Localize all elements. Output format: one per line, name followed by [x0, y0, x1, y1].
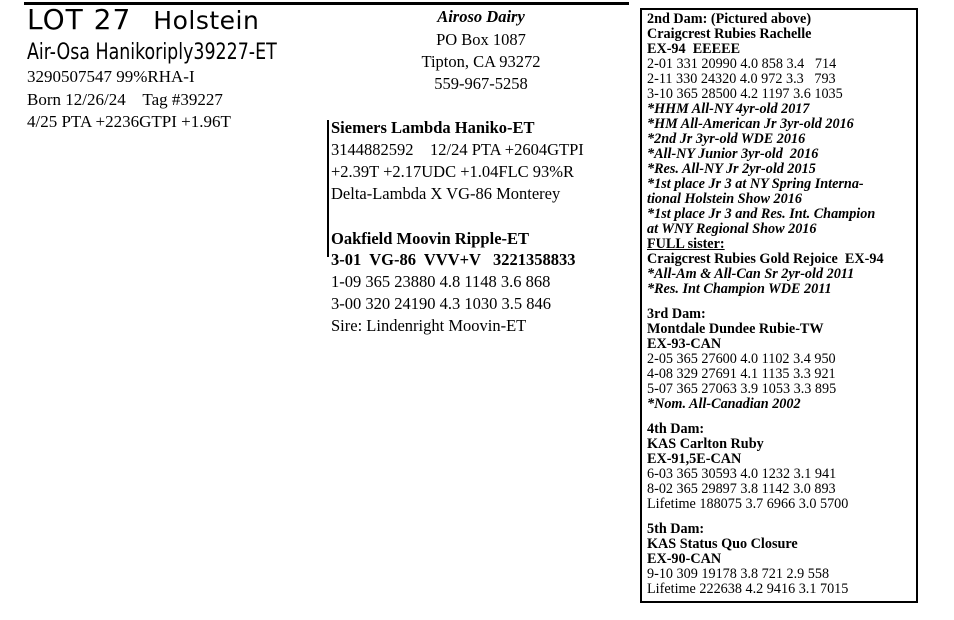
lot-heading: [27, 3, 259, 38]
show-award: tional Holstein Show 2016: [647, 191, 802, 207]
production-record: 4-08 329 27691 4.1 1135 3.3 921: [647, 366, 836, 382]
sire-traits: +2.39T +2.17UDC +1.04FLC 93%R: [331, 162, 575, 181]
fourth-dam-classification: EX-91,5E-CAN: [647, 451, 742, 467]
sire-pta: 3144882592 12/24 PTA +2604GTPI: [331, 140, 584, 159]
second-dam-name: Craigcrest Rubies Rachelle: [647, 26, 812, 42]
sire-bracket: [327, 120, 329, 257]
consignor-address: PO Box 1087: [436, 30, 526, 49]
consignor-name: Airoso Dairy: [437, 7, 525, 26]
pta-line: 4/25 PTA +2236GTPI +1.96T: [27, 112, 231, 131]
fourth-dam-name: KAS Carlton Ruby: [647, 436, 764, 452]
second-dam-heading: 2nd Dam: (Pictured above): [647, 11, 812, 27]
full-sister-name: Craigcrest Rubies Gold Rejoice EX-94: [647, 251, 884, 267]
show-award: *2nd Jr 3yr-old WDE 2016: [647, 131, 806, 147]
third-dam-heading: 3rd Dam:: [647, 306, 706, 322]
fourth-dam-heading: 4th Dam:: [647, 421, 705, 437]
production-record: 5-07 365 27063 3.9 1053 3.3 895: [647, 381, 837, 397]
breed: Holstein: [153, 6, 260, 35]
show-award: *Res. All-NY Jr 2yr-old 2015: [647, 161, 816, 177]
sire-name: Siemers Lambda Haniko-ET: [331, 118, 535, 137]
production-record: 2-11 330 24320 4.0 972 3.3 793: [647, 71, 836, 87]
consignor-city: Tipton, CA 93272: [421, 52, 541, 71]
show-award: *1st place Jr 3 at NY Spring Interna-: [647, 176, 864, 192]
show-award: *HHM All-NY 4yr-old 2017: [647, 101, 810, 117]
dam-classification: 3-01 VG-86 VVV+V 3221358833: [331, 250, 576, 269]
maternal-pedigree-box: [640, 8, 918, 603]
fifth-dam-name: KAS Status Quo Closure: [647, 536, 798, 552]
born-line: Born 12/26/24 Tag #39227: [27, 90, 223, 109]
dam-name: Oakfield Moovin Ripple-ET: [331, 229, 530, 248]
registration-line: 3290507547 99%RHA-I: [27, 67, 195, 86]
lifetime-record: Lifetime 222638 4.2 9416 3.1 7015: [647, 581, 849, 597]
production-record: 6-03 365 30593 4.0 1232 3.1 941: [647, 466, 837, 482]
fifth-dam-classification: EX-90-CAN: [647, 551, 722, 567]
animal-name: Air-Osa Hanikoriply39227-ET: [27, 40, 277, 65]
show-award: *All-NY Junior 3yr-old 2016: [647, 146, 819, 162]
consignor-phone: 559-967-5258: [434, 74, 528, 93]
lifetime-record: Lifetime 188075 3.7 6966 3.0 5700: [647, 496, 849, 512]
third-dam-name: Montdale Dundee Rubie-TW: [647, 321, 824, 337]
second-dam-classification: EX-94 EEEEE: [647, 41, 741, 57]
third-dam-classification: EX-93-CAN: [647, 336, 722, 352]
show-award: *HM All-American Jr 3yr-old 2016: [647, 116, 854, 132]
production-record: 9-10 309 19178 3.8 721 2.9 558: [647, 566, 830, 582]
production-record: 2-01 331 20990 4.0 858 3.4 714: [647, 56, 837, 72]
sire-pedigree: Delta-Lambda X VG-86 Monterey: [331, 184, 561, 203]
production-record: 2-05 365 27600 4.0 1102 3.4 950: [647, 351, 836, 367]
dam-sire: Sire: Lindenright Moovin-ET: [331, 316, 527, 335]
fifth-dam-heading: 5th Dam:: [647, 521, 705, 537]
production-record: 3-10 365 28500 4.2 1197 3.6 1035: [647, 86, 843, 102]
dam-record: 1-09 365 23880 4.8 1148 3.6 868: [331, 272, 551, 291]
show-award: *Res. Int Champion WDE 2011: [647, 281, 832, 297]
show-award: *Nom. All-Canadian 2002: [647, 396, 801, 412]
production-record: 8-02 365 29897 3.8 1142 3.0 893: [647, 481, 836, 497]
show-award: *1st place Jr 3 and Res. Int. Champion: [647, 206, 876, 222]
full-sister-heading: FULL sister:: [647, 236, 725, 252]
show-award: at WNY Regional Show 2016: [647, 221, 817, 237]
lot-number: LOT 27: [27, 3, 132, 36]
dam-record: 3-00 320 24190 4.3 1030 3.5 846: [331, 294, 551, 313]
show-award: *All-Am & All-Can Sr 2yr-old 2011: [647, 266, 855, 282]
